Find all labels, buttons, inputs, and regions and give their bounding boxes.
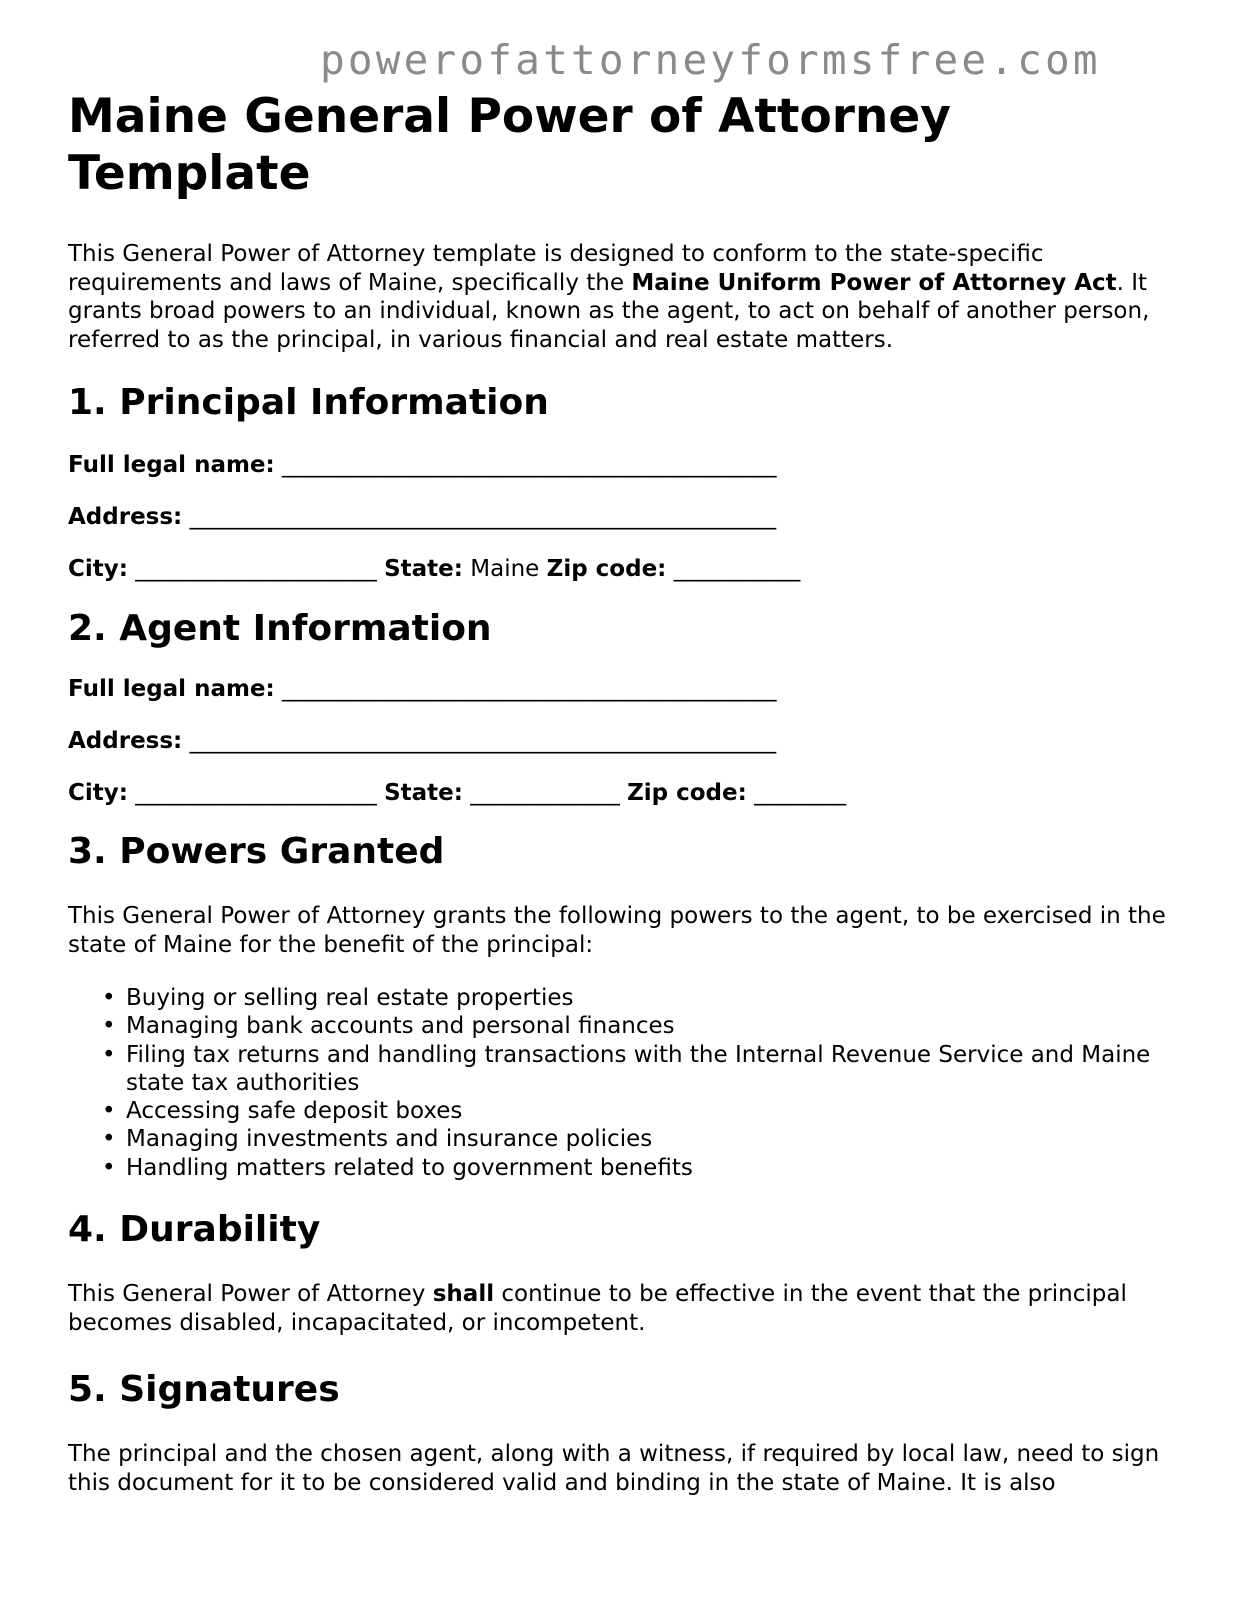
durability-text-part2: continue to be effective in the event that the principal becomes disabled, incapacitated, or incompetent. — [68, 1281, 1127, 1336]
principal-city-state-zip-field — [68, 555, 1178, 583]
list-item: • Handling matters related to government benefits — [126, 1154, 1178, 1182]
principal-state-value: Maine — [470, 556, 540, 582]
document-title: Maine General Power of Attorney Template — [68, 89, 951, 201]
principal-city-label: City: — [68, 556, 128, 582]
document-page — [68, 88, 1178, 1497]
agent-address-field[interactable] — [68, 727, 1178, 755]
signatures-paragraph: The principal and the chosen agent, along with a witness, if required by local law, need to sign this document for it to be considered valid and binding in the state of Maine. It is also — [68, 1441, 1160, 1496]
principal-address-field[interactable] — [68, 503, 1178, 531]
agent-city-state-zip-field — [68, 779, 1178, 807]
principal-name-field[interactable] — [68, 451, 1178, 479]
principal-zip-blank[interactable]: ___________ — [673, 556, 801, 582]
durability-section-heading: 4. Durability — [68, 1209, 321, 1251]
principal-address-blank[interactable]: ___________________________________________________ — [189, 504, 777, 530]
principal-zip-label: Zip code: — [546, 556, 667, 582]
agent-city-blank[interactable]: _____________________ — [135, 780, 377, 806]
principal-name-label: Full legal name: — [68, 452, 275, 478]
watermark-text: powerofattorneyformsfree.com — [320, 36, 1101, 84]
agent-state-blank[interactable]: _____________ — [470, 780, 620, 806]
powers-intro-paragraph: This General Power of Attorney grants the following powers to the agent, to be exercised in the state of Maine for the benefit of the principal: — [68, 903, 1166, 958]
principal-address-label: Address: — [68, 504, 183, 530]
list-item: • Managing investments and insurance policies — [126, 1125, 1178, 1153]
agent-name-field[interactable] — [68, 675, 1178, 703]
durability-emphasis: shall — [432, 1281, 495, 1308]
agent-name-blank[interactable]: ___________________________________________ — [282, 676, 777, 702]
act-name: Maine Uniform Power of Attorney Act — [631, 269, 1117, 296]
principal-city-blank[interactable]: _____________________ — [135, 556, 377, 582]
list-item: • Filing tax returns and handling transactions with the Internal Revenue Service and Maine state tax authorities — [126, 1041, 1178, 1098]
durability-text-part1: This General Power of Attorney — [68, 1281, 433, 1308]
agent-zip-blank[interactable]: ________ — [754, 780, 847, 806]
agent-section-heading: 2. Agent Information — [68, 608, 492, 649]
list-item: • Buying or selling real estate properties — [126, 984, 1178, 1012]
agent-address-blank[interactable]: ___________________________________________________ — [189, 728, 777, 754]
powers-section-heading: 3. Powers Granted — [68, 831, 445, 872]
intro-text-part2: . It grants broad powers to an individual, known as the agent, to act on behalf of another person, referred to as the principal, in various financial and real estate matters. — [68, 269, 1150, 353]
list-item: • Managing bank accounts and personal finances — [126, 1012, 1178, 1040]
durability-paragraph — [68, 1280, 1178, 1337]
list-item: • Accessing safe deposit boxes — [126, 1097, 1178, 1125]
intro-text-part1: This General Power of Attorney template is designed to conform to the state-specific requirements and laws of Maine, specifically the — [68, 241, 1044, 296]
intro-paragraph — [68, 240, 1178, 354]
powers-list — [68, 984, 1178, 1182]
agent-zip-label: Zip code: — [627, 780, 747, 806]
agent-name-label: Full legal name: — [68, 676, 275, 702]
agent-city-label: City: — [68, 780, 128, 806]
agent-address-label: Address: — [68, 728, 183, 754]
principal-name-blank[interactable]: ___________________________________________ — [282, 452, 777, 478]
signatures-section-heading: 5. Signatures — [68, 1369, 340, 1411]
principal-state-label: State: — [384, 556, 463, 582]
principal-section-heading: 1. Principal Information — [68, 382, 549, 423]
agent-state-label: State: — [384, 780, 463, 806]
